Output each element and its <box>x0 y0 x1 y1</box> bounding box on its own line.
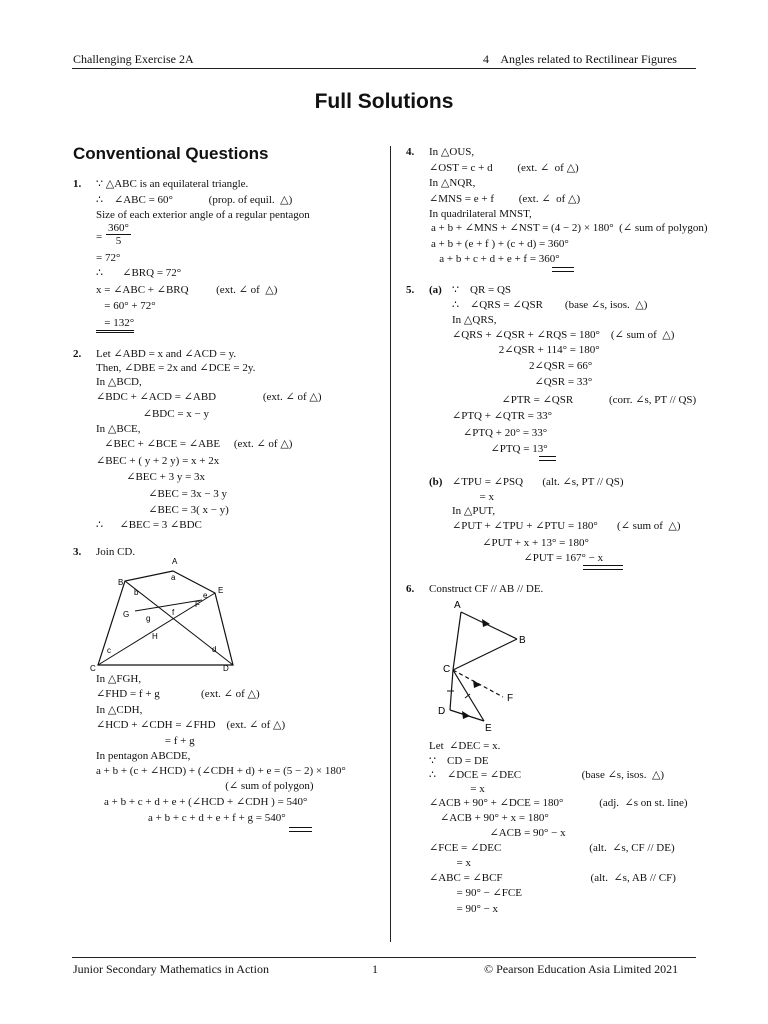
q2-line: ∠BEC = 3( x − y) <box>96 504 229 516</box>
q4-number: 4. <box>406 146 415 158</box>
q2-line: ∠BEC + ( y + 2 y) = x + 2x <box>96 455 220 467</box>
q3-line: In △CDH, <box>96 704 143 716</box>
arrow-de <box>462 711 470 719</box>
q5b-answer: ∠PUT = 167° − x <box>452 552 604 564</box>
q5a-line: ∠PTQ + 20° = 33° <box>452 427 548 439</box>
q5b-line: In △PUT, <box>452 505 496 517</box>
q2-line: ∠BDC + ∠ACD = ∠ABD (ext. ∠ of △) <box>96 391 322 403</box>
fig-label-e: E <box>218 586 224 595</box>
footer-rule <box>72 957 696 958</box>
segment-ca <box>453 612 461 670</box>
q4-line: ∠OST = c + d (ext. ∠ of △) <box>429 162 579 174</box>
q3-answer-underline <box>289 827 312 832</box>
q5b-line: ∠PUT + x + 13° = 180° <box>452 537 589 549</box>
q5a-line: In △QRS, <box>452 314 497 326</box>
q5-number: 5. <box>406 284 415 296</box>
fig-label-e-angle: e <box>203 591 208 600</box>
q2-line: In △BCD, <box>96 376 142 388</box>
q3-join: Join CD. <box>96 546 136 558</box>
q1-line: Size of each exterior angle of a regular pentagon <box>96 209 310 221</box>
q6-line: = 90° − x <box>429 903 499 915</box>
q3-line: = f + g <box>96 735 195 747</box>
q6-line: = x <box>429 857 471 869</box>
header-left: Challenging Exercise 2A <box>73 52 194 66</box>
q1-number: 1. <box>73 178 82 190</box>
q3-answer: a + b + c + d + e + f + g = 540° <box>104 812 286 824</box>
footer-right: © Pearson Education Asia Limited 2021 <box>484 962 679 976</box>
q4-line: In △OUS, <box>429 146 475 158</box>
q6-figure <box>432 597 542 737</box>
q3-line: ∠FHD = f + g (ext. ∠ of △) <box>96 688 260 700</box>
q1-frac-denominator: 5 <box>115 235 122 247</box>
q6-number: 6. <box>406 583 415 595</box>
q5b-line: ∠PUT + ∠TPU + ∠PTU = 180° (∠ sum of △) <box>452 520 681 532</box>
q5a-line: ∵ QR = QS <box>452 284 512 296</box>
q5a-line: ∠PTR = ∠QSR (corr. ∠s, PT // QS) <box>452 394 697 406</box>
q5b-line: ∠TPU = ∠PSQ (alt. ∠s, PT // QS) <box>452 476 624 488</box>
fig6-label-b: B <box>519 635 526 646</box>
q6-line: = x <box>429 783 485 795</box>
column-divider <box>390 146 391 942</box>
q5a-line: 2∠QSR + 114° = 180° <box>452 344 600 356</box>
page-title: Full Solutions <box>314 90 454 113</box>
q5a-line: 2∠QSR = 66° <box>452 360 593 372</box>
q1-line: ∵ △ABC is an equilateral triangle. <box>96 178 249 190</box>
fig6-label-d: D <box>438 706 446 717</box>
q1-line: = <box>96 231 103 243</box>
q3-line: (∠ sum of polygon) <box>96 780 314 792</box>
q2-line: ∠BEC + 3 y = 3x <box>96 471 206 483</box>
q2-line: Then, ∠DBE = 2x and ∠DCE = 2y. <box>96 362 256 374</box>
q6-line: ∠FCE = ∠DEC (alt. ∠s, CF // DE) <box>429 842 675 854</box>
q5b-answer-underline <box>583 565 623 570</box>
q4-answer-underline <box>552 267 574 272</box>
q5b-line: = x <box>452 491 494 503</box>
fig-label-f-angle: f <box>172 608 175 617</box>
q1-fraction <box>106 222 131 247</box>
q3-line: In pentagon ABCDE, <box>96 750 191 762</box>
header-right: 4 Angles related to Rectilinear Figures <box>483 52 677 66</box>
fig-label-a-angle: a <box>171 573 176 582</box>
segment-bc <box>453 639 517 670</box>
q6-line: ∠ACB = 90° − x <box>429 827 566 839</box>
q5a-line: ∠QSR = 33° <box>452 376 593 388</box>
segment-gf <box>135 600 202 611</box>
fig-label-d: D <box>223 664 229 673</box>
fig-label-c-angle: c <box>107 646 111 655</box>
q1-frac-numerator: 360° <box>108 222 129 234</box>
q1-answer: = 132° <box>96 317 134 333</box>
q5a-part: (a) <box>429 284 442 296</box>
fig-label-a: A <box>172 557 178 566</box>
q3-line: a + b + (c + ∠HCD) + (∠CDH + d) + e = (5 − 2) × 180° <box>96 765 346 777</box>
q2-line: ∠BEC + ∠BCE = ∠ABE (ext. ∠ of △) <box>96 438 293 450</box>
q6-line: ∵ CD = DE <box>429 755 489 767</box>
q6-line: ∠ABC = ∠BCF (alt. ∠s, AB // CF) <box>429 872 676 884</box>
fig-label-b: B <box>118 578 124 587</box>
q6-line: ∠ACB + 90° + ∠DCE = 180° (adj. ∠s on st. line) <box>429 797 688 809</box>
q1-line: = 72° <box>96 252 121 264</box>
q6-line: Let ∠DEC = x. <box>429 740 501 752</box>
q4-line: a + b + ∠MNS + ∠NST = (4 − 2) × 180° (∠ sum of polygon) <box>431 222 708 234</box>
q6-construct: Construct CF // AB // DE. <box>429 583 544 595</box>
fig-label-b-angle: b <box>134 588 139 597</box>
q4-line: In △NQR, <box>429 177 476 189</box>
fig6-label-c: C <box>443 664 451 675</box>
fig-label-g-angle: g <box>146 614 151 623</box>
segment-ab <box>461 612 517 639</box>
q5a-line: ∠PTQ + ∠QTR = 33° <box>452 410 553 422</box>
q4-answer: a + b + c + d + e + f = 360° <box>431 253 560 265</box>
fig6-label-f: F <box>507 693 514 704</box>
q4-line: ∠MNS = e + f (ext. ∠ of △) <box>429 193 581 205</box>
q4-line: a + b + (e + f ) + (c + d) = 360° <box>431 238 569 250</box>
q5a-line: ∠QRS + ∠QSR + ∠RQS = 180° (∠ sum of △) <box>452 329 675 341</box>
q2-line: ∠BDC = x − y <box>96 408 209 420</box>
fig-label-g: G <box>123 610 130 619</box>
q2-number: 2. <box>73 348 82 360</box>
fig6-label-a: A <box>454 600 461 611</box>
footer-left: Junior Secondary Mathematics in Action <box>73 962 269 976</box>
q1-line: = 60° + 72° <box>96 300 156 312</box>
fig-label-f: F <box>195 600 200 609</box>
q4-line: In quadrilateral MNST, <box>429 208 532 220</box>
q6-line: ∠ACB + 90° + x = 180° <box>429 812 549 824</box>
segment-cd <box>450 670 453 710</box>
q2-line: Let ∠ABD = x and ∠ACD = y. <box>96 348 237 360</box>
fig-label-d-angle: d <box>212 645 217 654</box>
q5a-answer: ∠PTQ = 13° <box>452 443 548 455</box>
segment-bd <box>125 581 233 665</box>
q5a-answer-underline <box>539 456 556 461</box>
q6-line: ∴ ∠DCE = ∠DEC (base ∠s, isos. △) <box>429 769 665 781</box>
fig-label-c: C <box>90 664 96 673</box>
q6-line: = 90° − ∠FCE <box>429 887 522 899</box>
q5b-part: (b) <box>429 476 443 488</box>
header-rule <box>72 68 696 69</box>
q1-line: ∴ ∠BRQ = 72° <box>96 267 182 279</box>
q1-line: ∴ ∠ABC = 60° (prop. of equil. △) <box>96 194 293 206</box>
q3-line: In △FGH, <box>96 673 142 685</box>
q3-number: 3. <box>73 546 82 558</box>
q3-line: a + b + c + d + e + (∠HCD + ∠CDH ) = 540° <box>104 796 308 808</box>
q3-pentagon-figure <box>90 555 240 675</box>
q1-line: x = ∠ABC + ∠BRQ (ext. ∠ of △) <box>96 284 278 296</box>
q2-line: In △BCE, <box>96 423 141 435</box>
q3-line: ∠HCD + ∠CDH = ∠FHD (ext. ∠ of △) <box>96 719 286 731</box>
q2-line: ∴ ∠BEC = 3 ∠BDC <box>96 519 202 531</box>
fig6-label-e: E <box>485 723 492 734</box>
section-title: Conventional Questions <box>73 144 269 163</box>
q2-line: ∠BEC = 3x − 3 y <box>96 488 228 500</box>
page-number: 1 <box>372 962 378 976</box>
fig-label-h: H <box>152 632 158 641</box>
q5a-line: ∴ ∠QRS = ∠QSR (base ∠s, isos. △) <box>452 299 648 311</box>
